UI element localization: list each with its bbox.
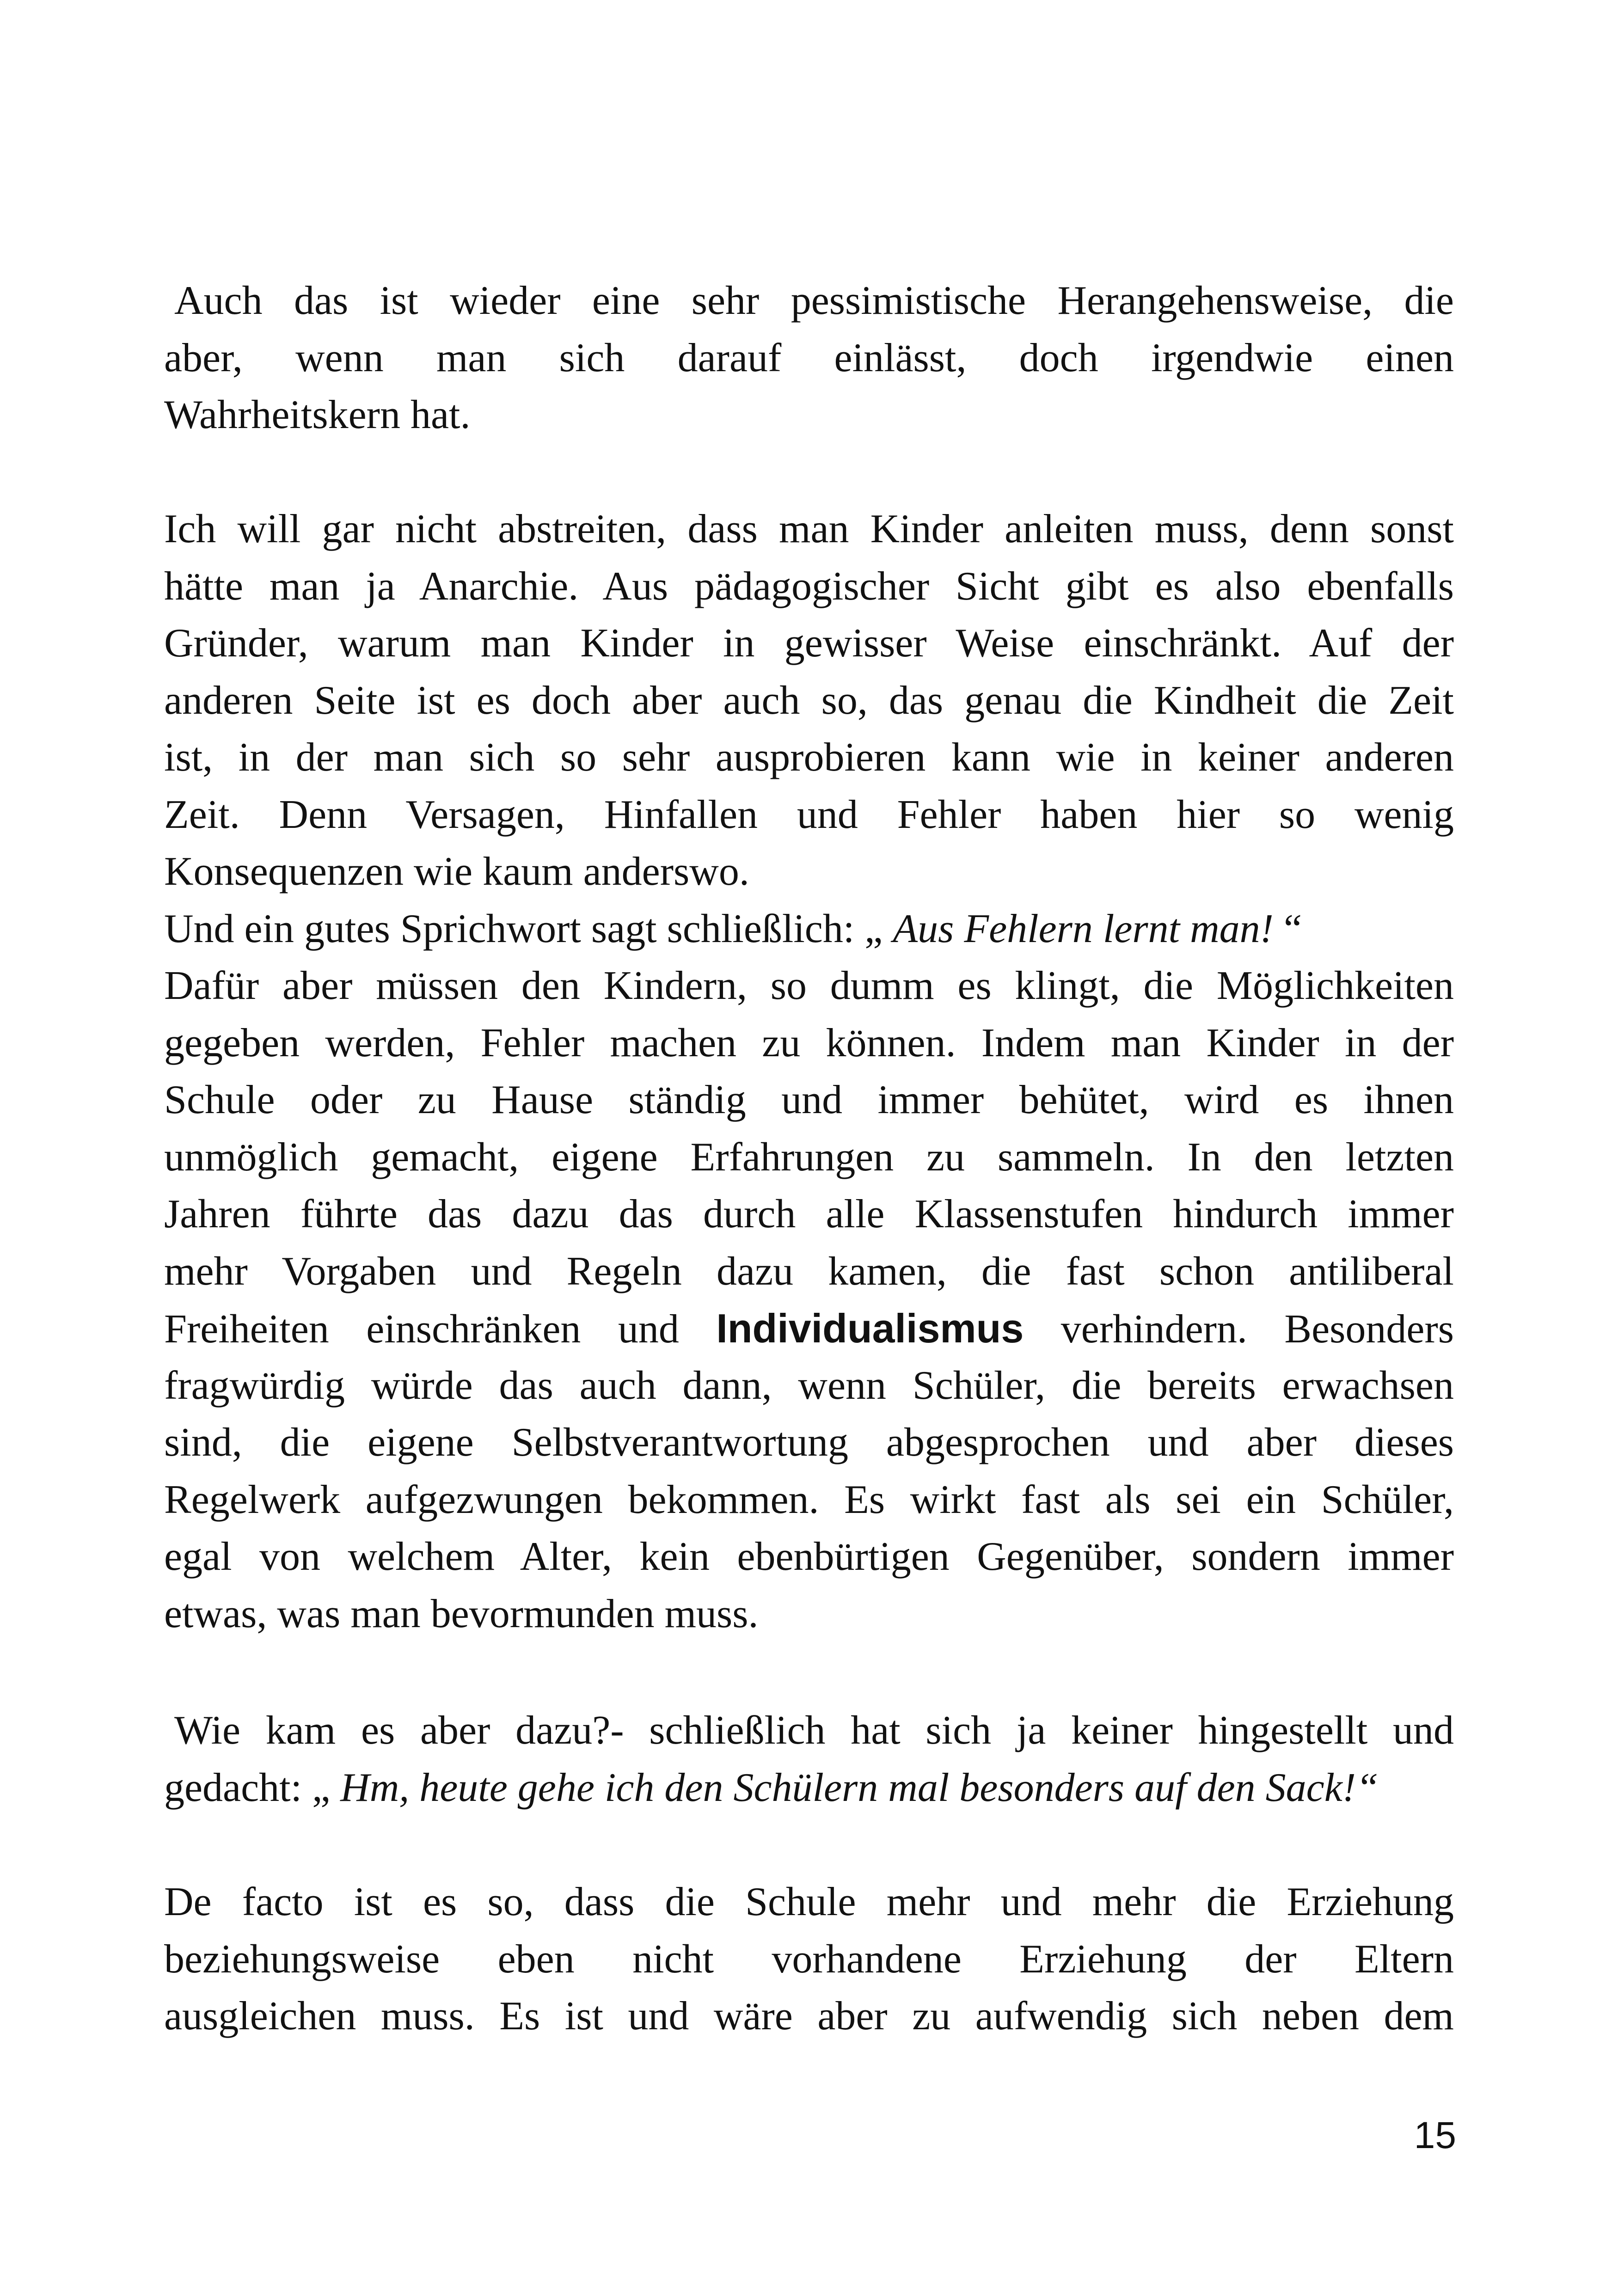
text-line: Konsequenzen wie kaum anderswo. <box>164 849 749 894</box>
text-line: Jahren führte das dazu das durch alle Klassenstufen hindurch immer <box>164 1192 1454 1237</box>
paragraph-3 <box>164 1702 1454 1816</box>
text-line: Schule oder zu Hause ständig und immer behütet, wird es ihnen <box>164 1078 1454 1122</box>
text-line: De facto ist es so, dass die Schule mehr und mehr die Erziehung <box>164 1880 1454 1924</box>
text-fragment: Und ein gutes Sprichwort sagt schließlich: „ <box>164 906 893 951</box>
paragraph-1 <box>164 272 1454 444</box>
text-line: Ich will gar nicht abstreiten, dass man Kinder anleiten muss, denn sonst <box>164 507 1454 551</box>
text-line: ist, in der man sich so sehr ausprobieren kann wie in keiner anderen <box>164 735 1454 780</box>
page-number: 15 <box>1414 2114 1456 2156</box>
text-line: Wie kam es aber dazu?- schließlich hat sich ja keiner hingestellt und <box>174 1708 1454 1753</box>
text-line: gegeben werden, Fehler machen zu können. Indem man Kinder in der <box>164 1020 1454 1065</box>
text-fragment: verhindern. Besonders <box>1024 1307 1454 1352</box>
text-line: ausgleichen muss. Es ist und wäre aber zu aufwendig sich neben dem <box>164 1994 1454 2039</box>
text-line: egal von welchem Alter, kein ebenbürtigen Gegenüber, sondern immer <box>164 1534 1454 1579</box>
text-line-with-quote <box>164 900 1454 958</box>
text-line: Dafür aber müssen den Kindern, so dumm es klingt, die Möglichkeiten <box>164 963 1454 1008</box>
italic-quote: Aus Fehlern lernt man! <box>893 906 1274 951</box>
text-line: sind, die eigene Selbstverantwortung abgesprochen und aber dieses <box>164 1420 1454 1465</box>
text-fragment: gedacht: „ <box>164 1765 341 1810</box>
text-fragment: Freiheiten einschränken und <box>164 1307 717 1352</box>
text-line: mehr Vorgaben und Regeln dazu kamen, die fast schon antiliberal <box>164 1249 1454 1294</box>
italic-quote: Hm, heute gehe ich den Schülern mal besonders auf den Sack!“ <box>340 1765 1379 1810</box>
quote-close: “ <box>1273 906 1302 951</box>
text-line: Wahrheitskern hat. <box>164 392 471 437</box>
paragraph-4 <box>164 1874 1454 2045</box>
text-line: hätte man ja Anarchie. Aus pädagogischer Sicht gibt es also ebenfalls <box>164 563 1454 609</box>
text-line: etwas, was man bevormunden muss. <box>164 1591 759 1636</box>
text-line-with-quote <box>164 1759 1454 1817</box>
paragraph-2 <box>164 501 1454 1642</box>
text-line: fragwürdig würde das auch dann, wenn Schüler, die bereits erwachsen <box>164 1363 1454 1408</box>
text-line: Auch das ist wieder eine sehr pessimistische Herangehensweise, die <box>174 278 1454 323</box>
text-line: anderen Seite ist es doch aber auch so, das genau die Kindheit die Zeit <box>164 678 1454 723</box>
text-line-with-bold <box>164 1300 1454 1357</box>
text-line: Regelwerk aufgezwungen bekommen. Es wirkt fast als sei ein Schüler, <box>164 1477 1454 1522</box>
text-line: Zeit. Denn Versagen, Hinfallen und Fehler haben hier so wenig <box>164 792 1454 837</box>
text-line: Gründer, warum man Kinder in gewisser Weise einschränkt. Auf der <box>164 621 1454 666</box>
text-line: unmöglich gemacht, eigene Erfahrungen zu sammeln. In den letzten <box>164 1134 1454 1180</box>
text-line: aber, wenn man sich darauf einlässt, doch irgendwie einen <box>164 335 1454 380</box>
bold-term: Individualismus <box>716 1305 1024 1351</box>
text-line: beziehungsweise eben nicht vorhandene Erziehung der Eltern <box>164 1936 1454 1982</box>
